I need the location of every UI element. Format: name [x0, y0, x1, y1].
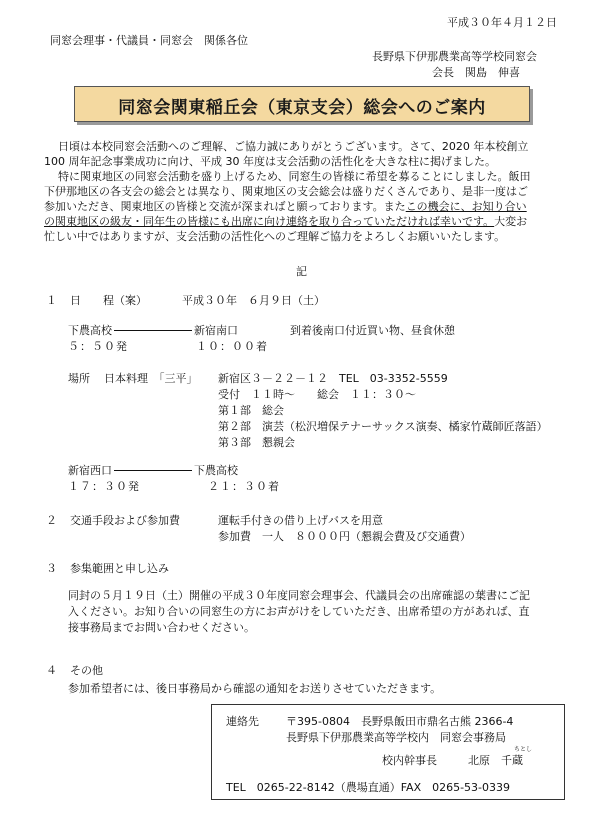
section-number: ３ [46, 562, 57, 575]
contact-address: 〒395-0804 長野県飯田市鼎名古熊 2366-4 [286, 715, 514, 728]
route-note: 到着後南口付近買い物、昼食休憩 [290, 324, 455, 337]
venue-address: 新宿区３－２２－１２ TEL 03-3352-5559 [218, 372, 448, 385]
ki-marker: 記 [296, 265, 307, 278]
body-line [44, 213, 527, 229]
depart-time: １７：３０発 [68, 480, 140, 493]
route-dash [114, 470, 192, 471]
underlined-text: この機会に、お知り合い [405, 200, 527, 213]
fee-info: 参加費 一人 ８０００円（懇親会費及び交通費） [218, 530, 471, 543]
venue-label: 場所 [68, 372, 90, 385]
document-date: 平成３０年４月１２日 [447, 16, 557, 29]
route-dash [114, 330, 192, 331]
document-title: 同窓会関東稲丘会（東京支会）総会へのご案内 [118, 98, 486, 118]
program-part-2: 第２部 演芸（松沢増保テナーサックス演奏、橘家竹蔵師匠落語） [218, 420, 548, 433]
program-part-3: 第３部 懇親会 [218, 436, 295, 449]
sender-name: 会長 関島 伸喜 [432, 66, 520, 79]
section-number: ４ [46, 664, 57, 677]
section-label: その他 [70, 664, 103, 677]
route-to: 新宿南口 [194, 324, 238, 337]
venue-name: 日本料理 「三平」 [104, 372, 198, 385]
route-outbound [68, 322, 238, 338]
arrive-time: １０：００着 [196, 340, 268, 353]
route-to: 下農高校 [194, 464, 238, 477]
route-from: 新宿西口 [68, 464, 112, 477]
contact-box [211, 704, 565, 800]
contact-office: 長野県下伊那農業高等学校内 同窓会事務局 [286, 731, 506, 744]
route-return [68, 462, 238, 478]
body-line: 忙しい中ではありますが、支会活動の活性化へのご理解ご協力をよろしくお願いいたします。 [44, 230, 506, 243]
arrive-time: ２１：３０着 [208, 480, 280, 493]
transport-info: 運転手付きの借り上げバスを用意 [218, 514, 383, 527]
section-number: １ [46, 294, 57, 307]
depart-time: ５：５０発 [68, 340, 128, 353]
sender-organization: 長野県下伊那農業高等学校同窓会 [372, 50, 537, 63]
recipients-line: 同窓会理事・代議員・同窓会 関係各位 [50, 34, 248, 47]
section-text: 同封の５月１９日（土）開催の平成３０年度同窓会理事会、代議員会の出席確認の葉書にご記 [68, 589, 530, 602]
section-text: 接事務局までお問い合わせください。 [68, 621, 255, 634]
name-ruby: ちとし [514, 746, 533, 753]
reception-time: 受付 １１時～ 総会 １１：３０～ [218, 388, 416, 401]
section-label: 交通手段および参加費 [70, 514, 180, 527]
body-line: 下伊那地区の各支会の総会とは異なり、関東地区の支会総会は盛りだくさんであり、是非一度はご [44, 185, 528, 198]
section-text: 入ください。お知り合いの同窓生の方にお声がけをしていただき、出席希望の方があれば、直 [68, 605, 530, 618]
contact-label: 連絡先 [226, 715, 259, 728]
body-line [44, 198, 527, 214]
body-line: 100 周年記念事業成功に向け、平成 30 年度は支会活動の活性化を大きな柱に掲げました。 [44, 155, 497, 168]
contact-person-name: 北原 千蔵 [468, 754, 523, 767]
route-from: 下農高校 [68, 324, 112, 337]
section-number: ２ [46, 514, 57, 527]
section-label: 参集範囲と申し込み [70, 562, 169, 575]
contact-phone-fax: TEL 0265-22-8142（農場直通）FAX 0265-53-0339 [226, 781, 511, 794]
body-line: 特に関東地区の同窓会活動を盛り上げるため、同窓生の皆様に希望を募ることにしました。飯田 [58, 170, 531, 183]
contact-person-title: 校内幹事長 [382, 754, 437, 767]
program-part-1: 第１部 総会 [218, 404, 284, 417]
section-text: 参加希望者には、後日事務局から確認の通知をお送りさせていただきます。 [68, 682, 442, 695]
section-label: 日 程（案） [70, 294, 147, 307]
underlined-text: の関東地区の級友・同年生の皆様にも出席に向け連絡を取り合っていただければ幸いです。 [44, 215, 495, 228]
body-text: 大変お [494, 215, 528, 228]
body-line: 日頃は本校同窓会活動へのご理解、ご協力誠にありがとうございます。さて、2020 年本校創立 [58, 140, 529, 153]
event-date: 平成３０年 ６月９日（土） [182, 294, 325, 307]
title-box [74, 86, 530, 122]
body-text: 参加いただき、関東地区の皆様と交流が深まればと願っております。また [44, 200, 406, 213]
